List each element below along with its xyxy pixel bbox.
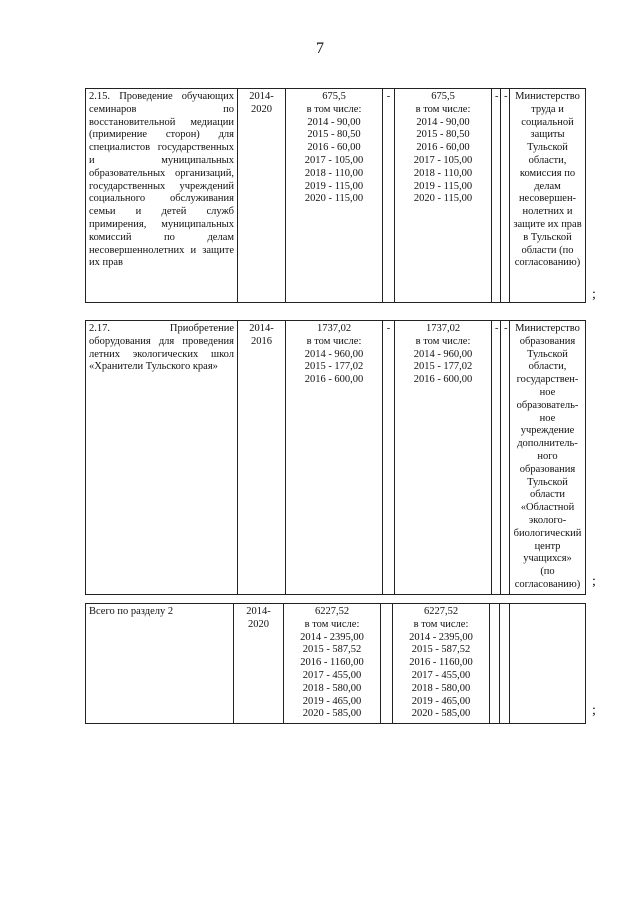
amount-line: в том числе: bbox=[304, 618, 360, 630]
amount-line: 2015 - 587,52 bbox=[302, 644, 362, 656]
amount-line: 2017 - 105,00 bbox=[413, 154, 473, 166]
executor-line: Министерство bbox=[515, 323, 580, 334]
amount-line: 2015 - 177,02 bbox=[304, 361, 364, 373]
executor-cell bbox=[510, 604, 586, 724]
executor-line: государствен- bbox=[516, 374, 579, 386]
amount-line: в том числе: bbox=[415, 103, 471, 115]
amount-line: 2019 - 465,00 bbox=[411, 695, 471, 707]
executor-line: биологический bbox=[513, 527, 582, 539]
amount-line: 2018 - 580,00 bbox=[411, 682, 471, 694]
executor-line: социальной bbox=[521, 116, 574, 128]
executor-line: нолетних и bbox=[522, 206, 573, 218]
federal-budget-cell: - bbox=[383, 89, 395, 303]
local-budget-cell: - bbox=[492, 321, 501, 595]
federal-budget-cell bbox=[381, 604, 393, 724]
table-row-total bbox=[85, 603, 586, 724]
amount-line: 2015 - 177,02 bbox=[413, 361, 473, 373]
total-label: Всего по разделу 2 bbox=[86, 604, 234, 724]
period-line: 2016 bbox=[251, 335, 272, 347]
executor-cell bbox=[510, 89, 586, 303]
page-number: 7 bbox=[316, 40, 324, 57]
executor-line: центр bbox=[534, 540, 561, 552]
executor-line: области, bbox=[528, 361, 567, 373]
period-line: 2014- bbox=[249, 323, 274, 334]
federal-budget-cell: - bbox=[383, 321, 395, 595]
amount-line: 2020 - 585,00 bbox=[302, 708, 362, 720]
executor-line: области (по bbox=[521, 244, 574, 256]
amount-line: 2016 - 60,00 bbox=[416, 142, 470, 154]
row-end-semicolon: ; bbox=[592, 574, 596, 589]
table-row-2-17 bbox=[85, 320, 586, 595]
amount-line: 2014 - 90,00 bbox=[307, 116, 361, 128]
executor-line: комиссия по bbox=[519, 167, 576, 179]
executor-line: области, bbox=[528, 154, 567, 166]
period-cell bbox=[238, 89, 286, 303]
local-budget-cell bbox=[490, 604, 500, 724]
period-line: 2020 bbox=[251, 103, 272, 115]
regional-budget-cell bbox=[395, 89, 492, 303]
amount-line: 2015 - 80,50 bbox=[307, 129, 361, 141]
amount-line: 2015 - 587,52 bbox=[411, 644, 471, 656]
executor-line: ного bbox=[537, 450, 558, 462]
period-cell bbox=[234, 604, 284, 724]
amount-line: 1737,02 bbox=[316, 323, 352, 334]
executor-line: (по bbox=[540, 566, 555, 578]
period-line: 2014- bbox=[246, 606, 271, 617]
amount-line: 2015 - 80,50 bbox=[416, 129, 470, 141]
amount-line: 2017 - 455,00 bbox=[411, 669, 471, 681]
executor-line: в Тульской bbox=[523, 231, 572, 243]
row-end-semicolon: ; bbox=[592, 703, 596, 718]
executor-line: учреждение bbox=[520, 425, 575, 437]
executor-line: ное bbox=[539, 412, 556, 424]
amount-line: 2019 - 115,00 bbox=[413, 180, 473, 192]
amount-line: 6227,52 bbox=[423, 606, 459, 617]
executor-line: согласованию) bbox=[514, 257, 581, 269]
executor-line: образования bbox=[519, 335, 576, 347]
extra-budget-cell bbox=[500, 604, 510, 724]
amount-line: 6227,52 bbox=[314, 606, 350, 617]
amount-line: 2016 - 1160,00 bbox=[409, 657, 473, 669]
amount-line: 2018 - 110,00 bbox=[413, 167, 473, 179]
row-end-semicolon: ; bbox=[592, 287, 596, 302]
executor-line: эколого- bbox=[528, 514, 567, 526]
amount-line: 2020 - 115,00 bbox=[413, 193, 473, 205]
amount-line: 2019 - 115,00 bbox=[304, 180, 364, 192]
amount-line: 2014 - 2395,00 bbox=[409, 631, 473, 643]
executor-line: труда и bbox=[531, 103, 564, 115]
amount-line: 1737,02 bbox=[425, 323, 461, 334]
amount-line: 675,5 bbox=[322, 91, 346, 102]
executor-line: защите их прав bbox=[513, 218, 582, 230]
executor-line: учащихся» bbox=[523, 553, 572, 565]
amount-line: 2014 - 960,00 bbox=[413, 348, 473, 360]
amount-line: 2014 - 90,00 bbox=[416, 116, 470, 128]
amount-line: 2017 - 455,00 bbox=[302, 669, 362, 681]
regional-budget-cell bbox=[395, 321, 492, 595]
executor-line: образования bbox=[519, 463, 576, 475]
amount-line: 2020 - 585,00 bbox=[411, 708, 471, 720]
executor-line: согласованию) bbox=[514, 578, 581, 590]
executor-line: «Областной bbox=[520, 502, 575, 514]
amount-line: 2014 - 960,00 bbox=[304, 348, 364, 360]
amount-line: 2020 - 115,00 bbox=[304, 193, 364, 205]
amount-line: 2016 - 600,00 bbox=[413, 374, 473, 386]
executor-line: несовершен- bbox=[518, 193, 577, 205]
executor-line: Тульской bbox=[527, 348, 568, 360]
executor-line: делам bbox=[534, 180, 561, 192]
executor-line: ное bbox=[539, 386, 556, 398]
period-cell bbox=[238, 321, 286, 595]
amount-line: 2016 - 60,00 bbox=[307, 142, 361, 154]
total-funding-cell bbox=[286, 321, 383, 595]
amount-line: 675,5 bbox=[431, 91, 455, 102]
executor-line: Тульской bbox=[527, 476, 568, 488]
total-funding-cell bbox=[286, 89, 383, 303]
amount-line: 2018 - 580,00 bbox=[302, 682, 362, 694]
executor-line: защиты bbox=[530, 129, 565, 141]
amount-line: в том числе: bbox=[306, 103, 362, 115]
amount-line: 2019 - 465,00 bbox=[302, 695, 362, 707]
regional-budget-cell bbox=[393, 604, 490, 724]
executor-cell bbox=[510, 321, 586, 595]
local-budget-cell: - bbox=[492, 89, 501, 303]
measure-description: 2.17. Приобретение оборудования для проведения летних экологических школ «Хранители Тульского края» bbox=[86, 321, 238, 595]
amount-line: 2014 - 2395,00 bbox=[300, 631, 364, 643]
executor-line: дополнитель- bbox=[517, 438, 578, 450]
amount-line: в том числе: bbox=[413, 618, 469, 630]
executor-line: Тульской bbox=[527, 142, 568, 154]
executor-line: Министерство bbox=[515, 91, 580, 102]
amount-line: 2016 - 600,00 bbox=[304, 374, 364, 386]
period-line: 2020 bbox=[248, 618, 269, 630]
total-funding-cell bbox=[284, 604, 381, 724]
amount-line: в том числе: bbox=[306, 335, 362, 347]
measure-description: 2.15. Проведение обучающих семинаров по восстановительной медиации (примирение сторон) для специалистов государственных и муниципальных образовательных организаций, государственных учреждений социального обслуживания семьи и детей служб примирения, муниципальных комиссий по делам несовершеннолетних и защите их прав bbox=[86, 89, 238, 303]
amount-line: 2016 - 1160,00 bbox=[300, 657, 364, 669]
amount-line: 2018 - 110,00 bbox=[304, 167, 364, 179]
executor-line: образователь- bbox=[516, 399, 579, 411]
period-line: 2014- bbox=[249, 91, 274, 102]
amount-line: в том числе: bbox=[415, 335, 471, 347]
table-row-2-15 bbox=[85, 88, 586, 303]
amount-line: 2017 - 105,00 bbox=[304, 154, 364, 166]
extra-budget-cell: - bbox=[501, 321, 510, 595]
executor-line: области bbox=[529, 489, 566, 501]
extra-budget-cell: - bbox=[501, 89, 510, 303]
